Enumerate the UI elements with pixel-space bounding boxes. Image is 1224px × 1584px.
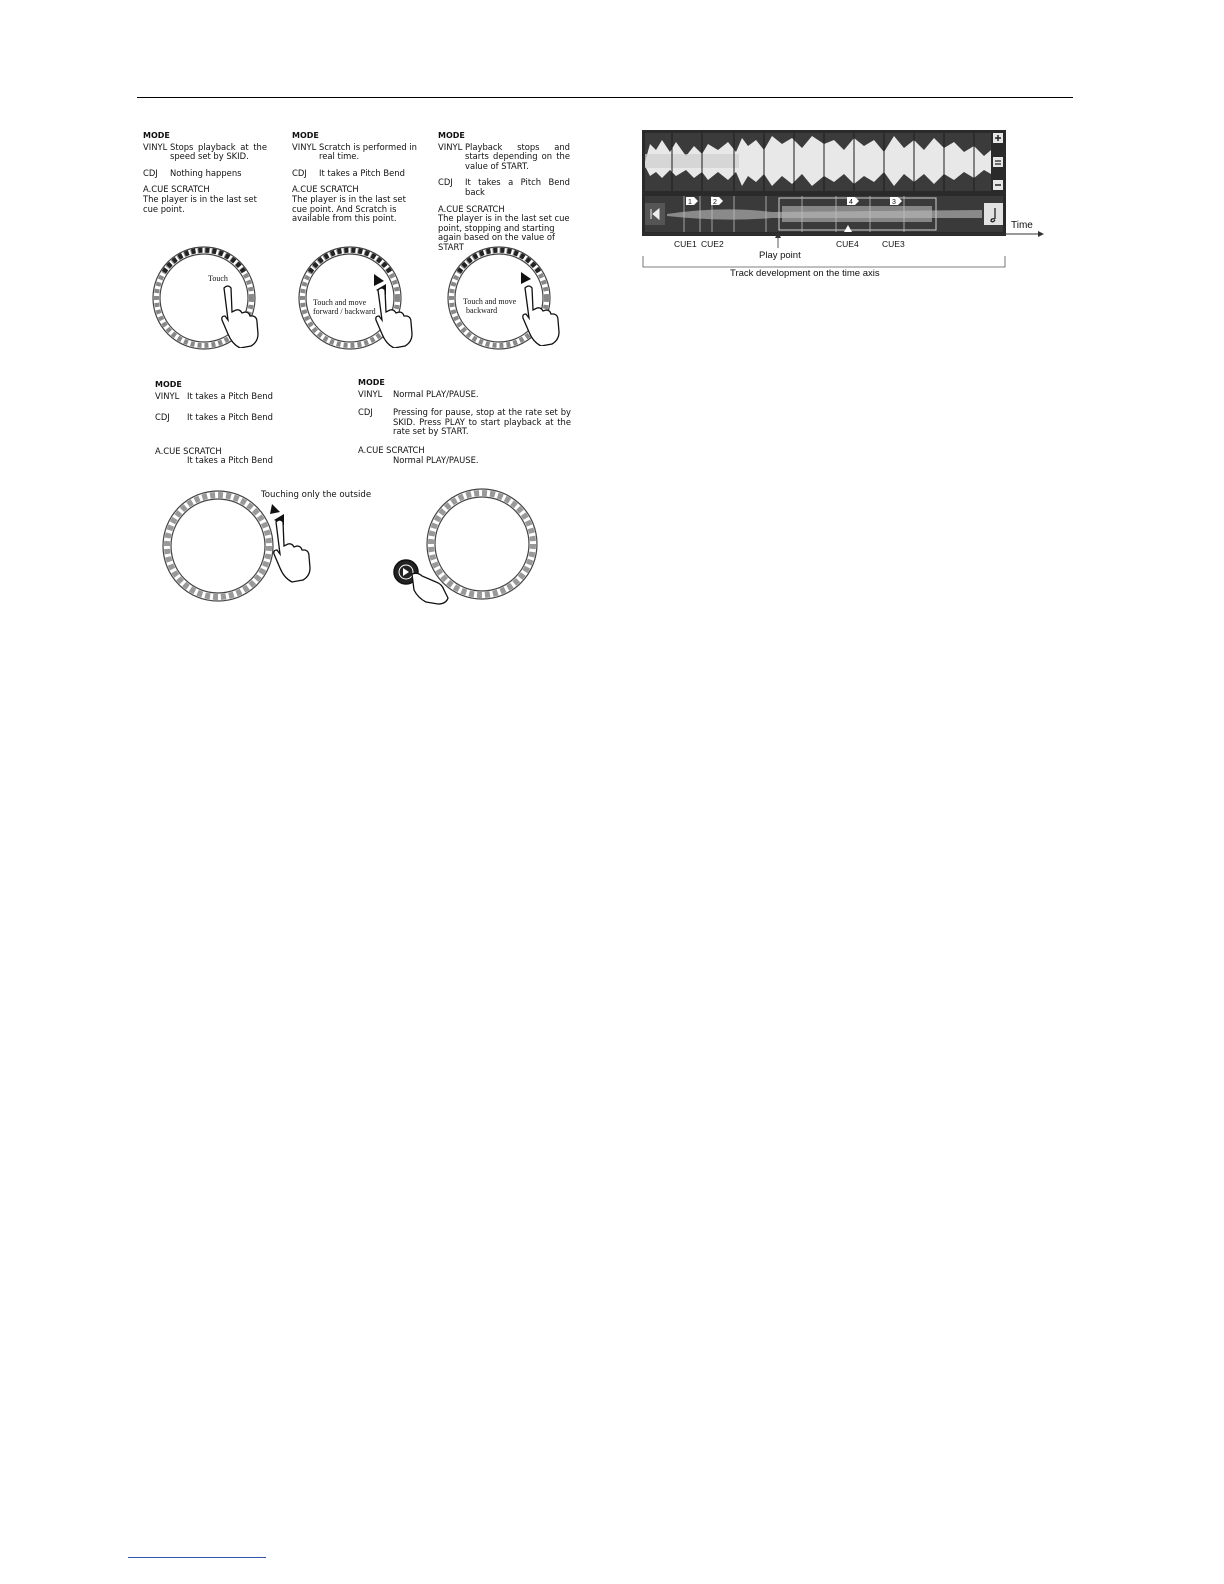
cdj-key: CDJ (358, 407, 373, 418)
play-point-label: Play point (759, 250, 801, 261)
acue-title: A.CUE SCRATCH (292, 184, 359, 195)
acue-text: Normal PLAY/PAUSE. (393, 454, 479, 465)
mode-heading: MODE (438, 131, 465, 140)
acue-title: A.CUE SCRATCH (143, 184, 210, 195)
play-pause-icon (392, 558, 454, 606)
arrow-forward-icon (270, 504, 280, 514)
cdj-text: It takes a Pitch Bend (187, 412, 273, 423)
hand-icon (370, 272, 416, 348)
axis-caption: Track development on the time axis (730, 268, 880, 279)
cdj-key: CDJ (143, 167, 158, 178)
mode-heading: MODE (155, 380, 182, 389)
time-axis (642, 226, 1044, 272)
equals-icon (993, 157, 1003, 167)
gesture-label-line1: Touch and move (463, 297, 517, 306)
cdj-text: It takes a Pitch Bend back (465, 177, 570, 197)
cdj-text: Pressing for pause, stop at the rate set by SKID. Press PLAY to start playback at the rate set by START. (393, 407, 571, 437)
zoom-buttons (993, 133, 1003, 190)
vinyl-key: VINYL (143, 141, 168, 152)
panel-touch (143, 131, 267, 214)
acue-text: The player is in the last set cue point. (143, 193, 257, 214)
acue-title: A.CUE SCRATCH (438, 203, 505, 214)
acue-text: The player is in the last set cue point, stopping and starting again based on the value of START (438, 213, 570, 252)
vinyl-key: VINYL (358, 388, 383, 399)
cdj-key: CDJ (438, 177, 453, 188)
panel-touch-backward (438, 131, 570, 253)
acue-title: A.CUE SCRATCH (358, 444, 425, 455)
gesture-label-line2: backward (466, 306, 498, 315)
vinyl-text: Normal PLAY/PAUSE. (393, 388, 479, 399)
cdj-key: CDJ (292, 167, 307, 178)
acue-title: A.CUE SCRATCH (155, 445, 222, 456)
arrow-forward-icon (374, 274, 384, 286)
gesture-outside-label: Touching only the outside (261, 490, 372, 500)
arrow-backward-icon (521, 272, 531, 284)
panel-touch-move (292, 131, 417, 224)
time-label: Time (1011, 220, 1033, 231)
cdj-text: Nothing happens (170, 167, 242, 178)
hand-icon (218, 282, 264, 348)
vinyl-text: Playback stops and starts depending on the value of START. (465, 141, 570, 171)
vinyl-text: It takes a Pitch Bend (187, 390, 273, 401)
header-rule (137, 97, 1073, 98)
vinyl-text: Stops playback at the speed set by SKID. (170, 141, 267, 162)
footer-link-rule (128, 1557, 266, 1558)
cue1-label: CUE1 (674, 239, 697, 249)
vinyl-key: VINYL (155, 390, 180, 401)
cue3-label: CUE3 (882, 239, 905, 249)
mode-heading: MODE (358, 378, 385, 387)
mode-heading: MODE (143, 131, 170, 140)
hand-icon (266, 500, 316, 584)
acue-text: It takes a Pitch Bend (187, 455, 273, 466)
waveform-display (642, 130, 1006, 236)
gesture-label-line2: forward / backward (313, 307, 376, 316)
hand-icon (517, 270, 563, 346)
gesture-touch-label: Touch (208, 274, 228, 283)
panel-outside (155, 380, 285, 466)
cue-marker-2: 2 (713, 199, 717, 206)
gesture-label-line1: Touch and move (313, 298, 367, 307)
mode-heading: MODE (292, 131, 319, 140)
panel-play-pause (358, 378, 571, 465)
vinyl-text: Scratch is performed in real time. (319, 141, 417, 162)
vinyl-key: VINYL (438, 141, 463, 152)
acue-text: The player is in the last set cue point. And Scratch is available from this point. (292, 193, 406, 224)
cdj-text: It takes a Pitch Bend (319, 167, 405, 178)
cue-marker-3: 3 (892, 199, 896, 206)
cue-marker-4: 4 (849, 199, 853, 206)
cue-marker-1: 1 (688, 199, 692, 206)
cdj-key: CDJ (155, 412, 170, 423)
jog-wheel-4 (160, 488, 276, 604)
hand-icon (412, 573, 448, 604)
cue4-label: CUE4 (836, 239, 859, 249)
vinyl-key: VINYL (292, 141, 317, 152)
cue2-label: CUE2 (701, 239, 724, 249)
